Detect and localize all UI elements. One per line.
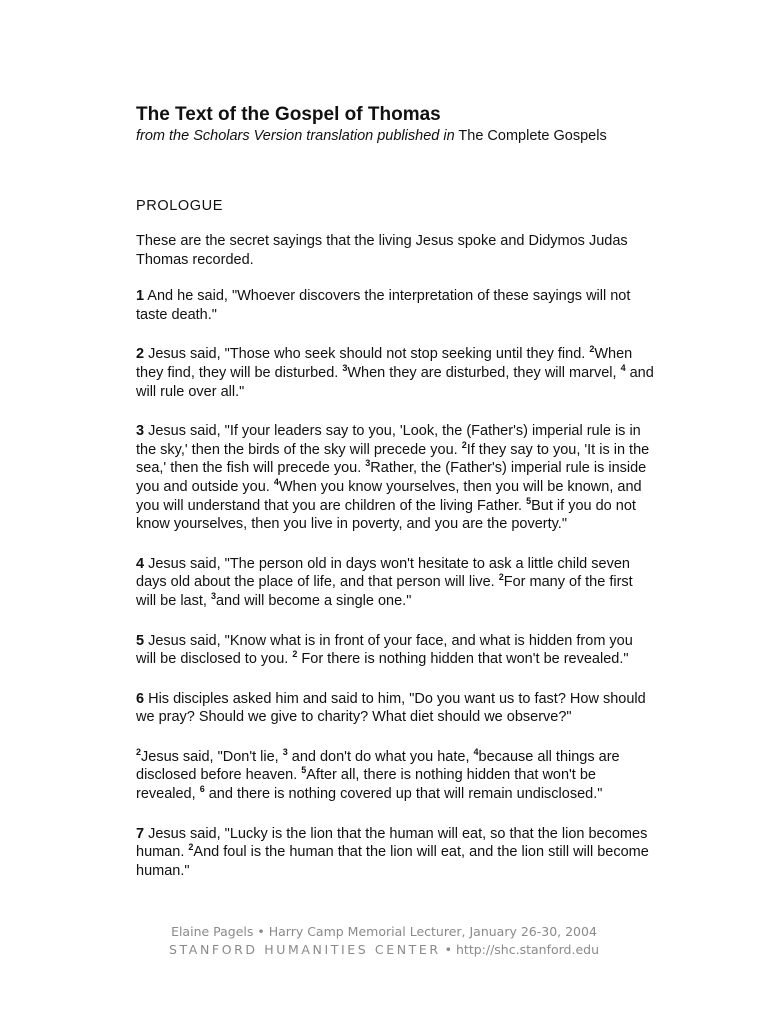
verse-number: 4	[473, 747, 479, 758]
subtitle-italic: from the Scholars Version translation published in	[136, 128, 455, 144]
saying-text: When they are disturbed, they will marvel,	[347, 364, 621, 381]
verse-number: 2	[188, 842, 194, 853]
saying-paragraph	[136, 422, 656, 534]
subtitle-book-title: The Complete Gospels	[458, 128, 607, 144]
saying-number: 1	[136, 288, 145, 305]
footer-center-name: STANFORD HUMANITIES CENTER	[169, 942, 441, 957]
saying-paragraph	[136, 748, 656, 804]
verse-number: 5	[526, 495, 532, 506]
verse-number: 2	[292, 649, 298, 660]
verse-number: 4	[273, 477, 279, 488]
verse-number: 2	[498, 572, 504, 583]
verse-number: 4	[620, 363, 626, 374]
footer-separator: •	[440, 942, 456, 957]
footer-url: http://shc.stanford.edu	[456, 942, 599, 957]
saying-text: For many of the first will be last,	[136, 574, 633, 609]
document-body	[136, 104, 656, 880]
prologue-text: These are the secret sayings that the living Jesus spoke and Didymos Judas Thomas recorded.	[136, 233, 628, 268]
saying-number: 7	[136, 825, 145, 842]
verse-number: 3	[282, 747, 288, 758]
saying-paragraph	[136, 287, 656, 324]
saying-number: 6	[136, 690, 145, 707]
page-footer	[0, 923, 768, 959]
saying-paragraph	[136, 632, 656, 669]
saying-paragraph	[136, 825, 656, 881]
saying-text: But if you do not know yourselves, then you live in poverty, and you are the poverty."	[136, 497, 636, 533]
saying-paragraph	[136, 345, 656, 401]
verse-number: 2	[136, 747, 142, 758]
verse-number: 3	[342, 363, 348, 374]
saying-text: Jesus said, "Know what is in front of your face, and what is hidden from you will be disclosed to you.	[136, 632, 633, 668]
saying-text: If they say to you, 'It is in the sea,' then the fish will precede you.	[136, 441, 650, 477]
verse-number: 5	[301, 765, 307, 776]
saying-text: because all things are disclosed before heaven.	[136, 748, 620, 784]
saying-text: Jesus said, "The person old in days won't hesitate to ask a little child seven days old about the place of life, and that person will live.	[136, 555, 630, 591]
verse-number: 2	[461, 439, 467, 450]
document-title: The Text of the Gospel of Thomas	[136, 104, 441, 125]
verse-number: 6	[199, 784, 205, 795]
saying-text: For there is nothing hidden that won't be revealed."	[297, 651, 629, 668]
saying-text: and will rule over all."	[136, 364, 654, 400]
saying-text: Jesus said, "Those who seek should not stop seeking until they find.	[144, 346, 590, 363]
saying-text: and there is nothing covered up that will remain undisclosed."	[204, 786, 603, 803]
saying-text: After all, there is nothing hidden that won't be revealed,	[136, 767, 596, 803]
saying-text: and don't do what you hate,	[287, 748, 474, 765]
prologue-heading: PROLOGUE	[136, 198, 223, 214]
saying-number: 4	[136, 555, 145, 572]
saying-paragraph	[136, 555, 656, 611]
footer-lecture-line: Elaine Pagels • Harry Camp Memorial Lecturer, January 26-30, 2004	[171, 924, 597, 939]
verse-number: 3	[210, 591, 216, 602]
verse-number: 2	[589, 344, 595, 355]
saying-text: And he said, "Whoever discovers the interpretation of these sayings will not taste death."	[136, 288, 631, 323]
saying-number: 3	[136, 423, 145, 440]
footer-center-line	[0, 941, 768, 959]
document-subtitle	[136, 126, 656, 146]
saying-text: His disciples asked him and said to him, "Do you want us to fast? How should we pray? Should we give to charity? What diet should we observe?"	[136, 690, 646, 726]
saying-text: When they find, they will be disturbed.	[136, 346, 633, 381]
saying-paragraph	[136, 690, 656, 727]
saying-number: 5	[136, 632, 145, 649]
saying-text: Rather, the (Father's) imperial rule is inside you and outside you.	[136, 460, 647, 495]
saying-text: Jesus said, "Don't lie,	[141, 748, 283, 765]
saying-text: Jesus said, "If your leaders say to you, 'Look, the (Father's) imperial rule is in the sky,' then the birds of the sky will precede you.	[136, 423, 641, 458]
verse-number: 3	[365, 458, 371, 469]
saying-text: Jesus said, "Lucky is the lion that the human will eat, so that the lion becomes human.	[136, 825, 648, 861]
saying-text: And foul is the human that the lion will eat, and the lion still will become human."	[136, 844, 649, 879]
saying-text: When you know yourselves, then you will be known, and you will understand that you are children of the living Father.	[136, 478, 642, 514]
saying-number: 2	[136, 346, 145, 363]
sayings-list	[136, 287, 656, 880]
saying-text: and will become a single one."	[215, 592, 412, 609]
